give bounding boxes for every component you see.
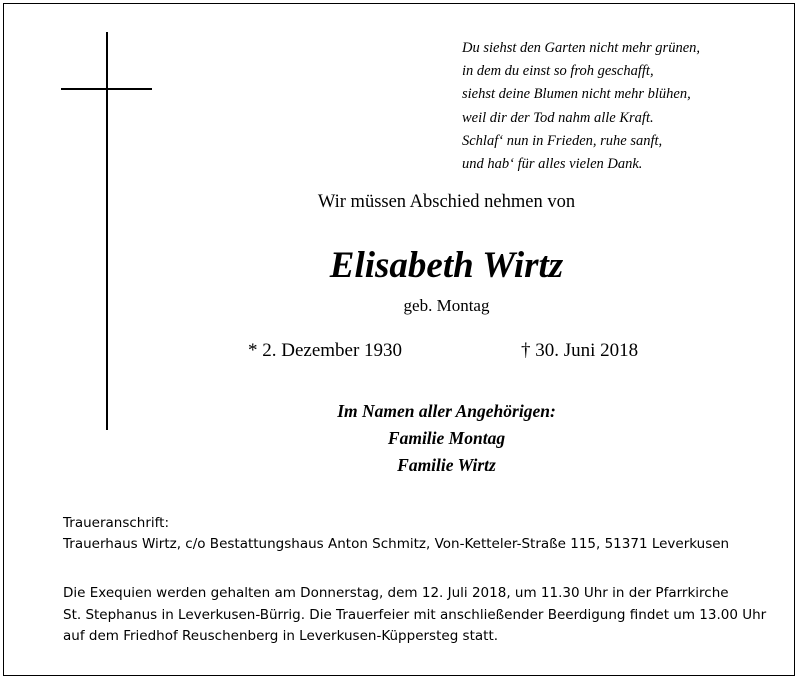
address-text: Trauerhaus Wirtz, c/o Bestattungshaus Anton Schmitz, Von-Ketteler-Straße 115, 51371 Leverkusen: [63, 536, 730, 552]
farewell-intro: Wir müssen Abschied nehmen von: [317, 192, 576, 212]
family-line: Familie Wirtz: [397, 455, 496, 475]
mourning-address: [63, 513, 729, 555]
cross-vertical-bar: [106, 32, 108, 430]
death-date: † 30. Juni 2018: [521, 340, 639, 361]
memorial-poem: [462, 37, 782, 176]
poem-line: und hab‘ für alles vielen Dank.: [462, 156, 643, 173]
poem-line: Schlaf‘ nun in Frieden, ruhe sanft,: [462, 132, 663, 149]
family-line: Im Namen aller Angehörigen:: [337, 401, 556, 421]
address-label: Traueranschrift:: [63, 515, 169, 531]
family-signature: [4, 398, 800, 479]
birth-date: * 2. Dezember 1930: [248, 340, 403, 361]
poem-line: in dem du einst so froh geschafft,: [462, 63, 654, 80]
poem-line: weil dir der Tod nahm alle Kraft.: [462, 109, 654, 126]
funeral-details-line: St. Stephanus in Leverkusen-Bürrig. Die Trauerfeier mit anschließender Beerdigung findet um 13.00 Uhr: [63, 606, 767, 623]
family-line: Familie Montag: [387, 428, 506, 448]
cross-horizontal-bar: [61, 88, 152, 90]
maiden-name: geb. Montag: [403, 296, 490, 315]
deceased-name: Elisabeth Wirtz: [329, 245, 564, 286]
funeral-details: [63, 583, 766, 648]
poem-line: Du siehst den Garten nicht mehr grünen,: [462, 40, 701, 56]
funeral-details-line: Die Exequien werden gehalten am Donnerstag, dem 12. Juli 2018, um 11.30 Uhr in der Pfarrkirche: [63, 585, 729, 601]
funeral-details-line: auf dem Friedhof Reuschenberg in Leverkusen-Küppersteg statt.: [63, 628, 499, 644]
poem-line: siehst deine Blumen nicht mehr blühen,: [462, 86, 691, 103]
obituary-frame: [3, 3, 795, 676]
